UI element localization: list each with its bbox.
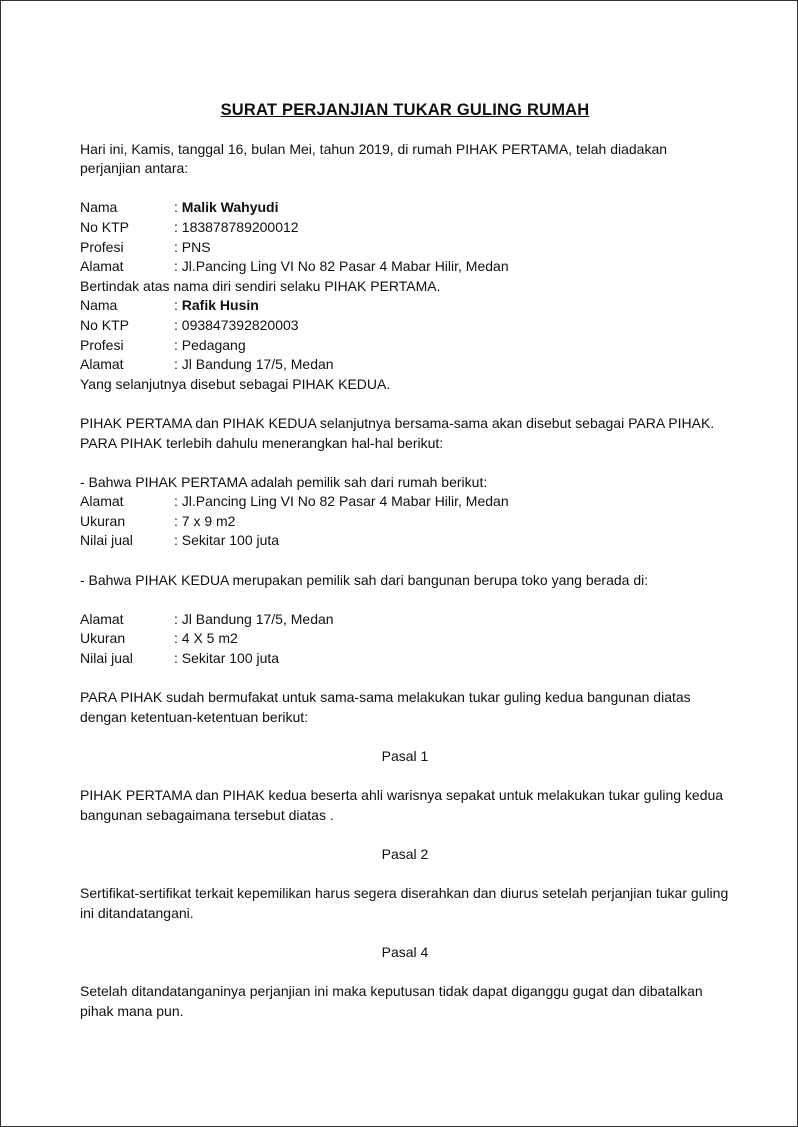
field-value: : Jl.Pancing Ling VI No 82 Pasar 4 Mabar Hilir, Medan: [174, 258, 509, 275]
party2-block: [80, 296, 730, 394]
field-label: Nama: [80, 297, 118, 314]
property2-ukuran-row: [80, 629, 730, 649]
document-title: SURAT PERJANJIAN TUKAR GULING RUMAH: [220, 101, 590, 119]
party2-profesi-row: [80, 336, 730, 356]
pasal-2-heading: Pasal 2: [381, 845, 429, 862]
property1-block: [80, 473, 730, 551]
field-value: : 093847392820003: [174, 316, 299, 333]
field-value: : Jl Bandung 17/5, Medan: [174, 610, 334, 627]
pasal-4-text: Setelah ditandatanganinya perjanjian ini maka keputusan tidak dapat diganggu gugat dan dibatalkan pihak mana pun.: [80, 983, 703, 1019]
party2-ktp-row: [80, 316, 730, 336]
property1-nilai-row: [80, 531, 730, 551]
document-body: [80, 101, 730, 1021]
field-label: Profesi: [80, 238, 124, 255]
pasal-2-text: Sertifikat-sertifikat terkait kepemilikan harus segera diserahkan dan diurus setelah perjanjian tukar guling ini ditandatangani.: [80, 885, 729, 921]
party1-alamat-row: [80, 257, 730, 277]
para-pihak-line-1: PIHAK PERTAMA dan PIHAK KEDUA selanjutnya bersama-sama akan disebut sebagai PARA PIHAK.: [80, 414, 715, 431]
field-value: : Jl.Pancing Ling VI No 82 Pasar 4 Mabar Hilir, Medan: [174, 493, 509, 510]
field-label: Nilai jual: [80, 650, 133, 667]
field-value: : Sekitar 100 juta: [174, 650, 280, 667]
party1-name: Malik Wahyudi: [181, 199, 279, 216]
field-label: Alamat: [80, 610, 124, 627]
pasal-4-heading: Pasal 4: [381, 943, 429, 960]
field-label: Alamat: [80, 493, 124, 510]
field-label: Ukuran: [80, 512, 126, 529]
pasal-1-text: PIHAK PERTAMA dan PIHAK kedua beserta ahli warisnya sepakat untuk melakukan tukar guling kedua bangunan sebagaimana tersebut diatas .: [80, 787, 724, 823]
field-label: Profesi: [80, 336, 124, 353]
field-label: Nilai jual: [80, 532, 133, 549]
intro-paragraph: Hari ini, Kamis, tanggal 16, bulan Mei, tahun 2019, di rumah PIHAK PERTAMA, telah diadakan perjanjian antara:: [80, 140, 668, 177]
property1-intro: - Bahwa PIHAK PERTAMA adalah pemilik sah dari rumah berikut:: [80, 473, 488, 490]
party1-name-row: Nama : Malik Wahyudi: [80, 198, 730, 218]
field-value: : 7 x 9 m2: [174, 512, 236, 529]
party1-profesi-row: [80, 238, 730, 258]
property2-nilai-row: [80, 649, 730, 669]
property1-alamat-row: [80, 492, 730, 512]
field-label: No KTP: [80, 218, 130, 235]
field-label: Alamat: [80, 356, 124, 373]
para-pihak-line-2: PARA PIHAK terlebih dahulu menerangkan hal-hal berikut:: [80, 434, 444, 451]
property1-ukuran-row: [80, 512, 730, 532]
field-label: Alamat: [80, 258, 124, 275]
party2-name-row: Nama : Rafik Husin: [80, 296, 730, 316]
field-label: Nama: [80, 199, 118, 216]
field-label: Ukuran: [80, 630, 126, 647]
party1-closing: Bertindak atas nama diri sendiri selaku PIHAK PERTAMA.: [80, 277, 441, 294]
field-value: : Sekitar 100 juta: [174, 532, 280, 549]
party2-closing: Yang selanjutnya disebut sebagai PIHAK KEDUA.: [80, 375, 391, 392]
pasal-1-heading: Pasal 1: [381, 748, 429, 764]
field-value: : 4 X 5 m2: [174, 630, 238, 647]
party1-block: [80, 198, 730, 296]
party2-alamat-row: [80, 355, 730, 375]
field-label: No KTP: [80, 316, 130, 333]
party2-name: Rafik Husin: [181, 297, 259, 314]
party1-ktp-row: [80, 218, 730, 238]
field-value: : Jl Bandung 17/5, Medan: [174, 356, 334, 373]
field-value: : PNS: [174, 238, 211, 255]
property2-block: [80, 571, 730, 669]
field-value: : Pedagang: [174, 336, 246, 353]
property2-intro: - Bahwa PIHAK KEDUA merupakan pemilik sah dari bangunan berupa toko yang berada di:: [80, 571, 649, 588]
property2-alamat-row: [80, 610, 730, 630]
field-value: : 183878789200012: [174, 218, 299, 235]
agreement-paragraph: PARA PIHAK sudah bermufakat untuk sama-sama melakukan tukar guling kedua bangunan diatas dengan ketentuan-ketentuan berikut:: [80, 689, 691, 725]
